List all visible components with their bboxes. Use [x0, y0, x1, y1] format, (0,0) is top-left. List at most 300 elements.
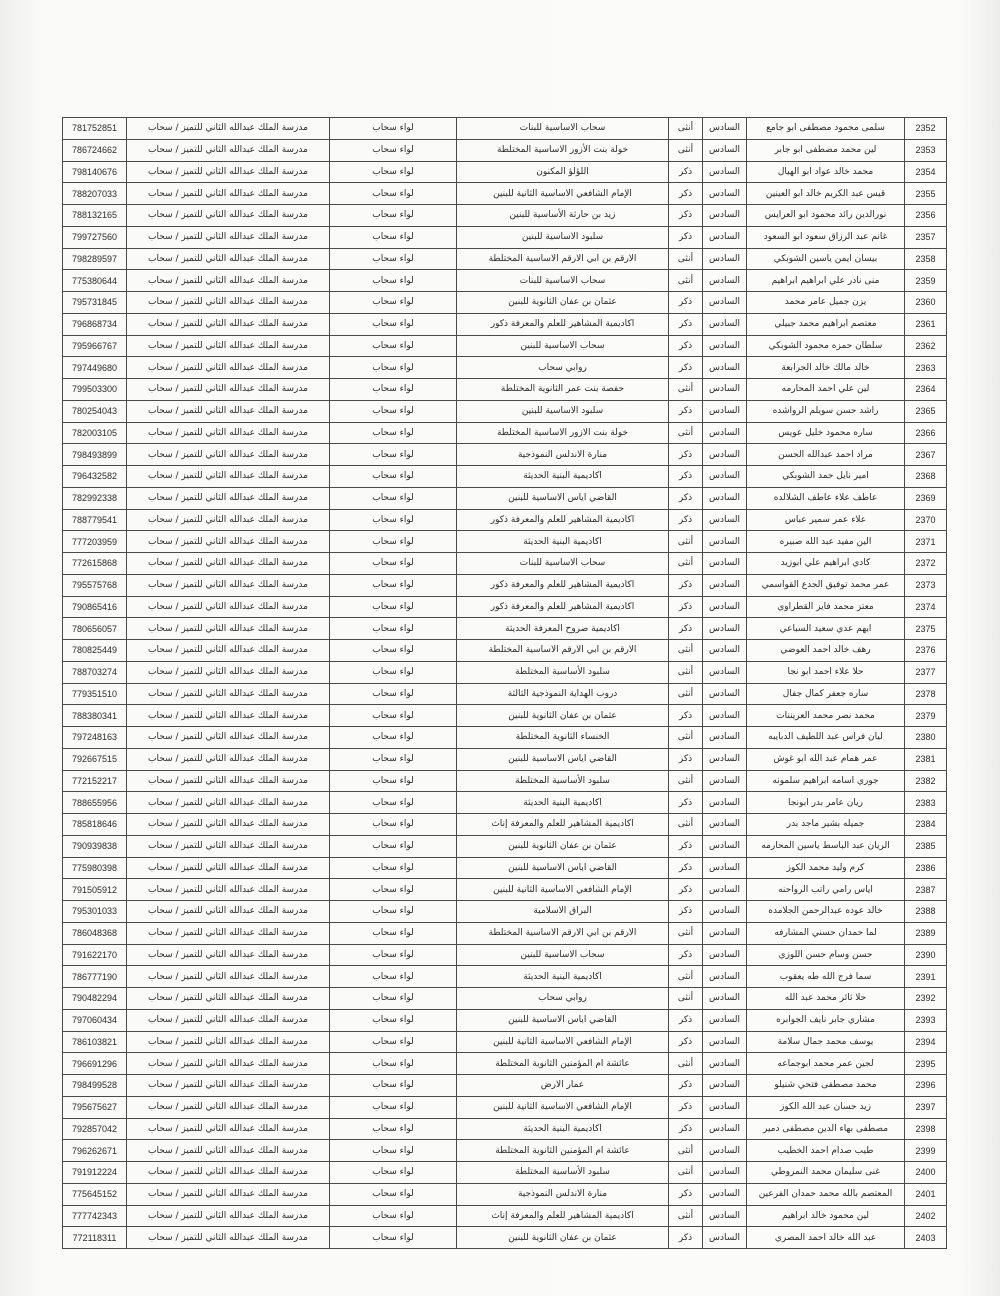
region-cell: لواء سحاب [330, 1118, 457, 1140]
region-cell: لواء سحاب [330, 1096, 457, 1118]
gender-cell: أنثى [669, 683, 703, 705]
student-name-cell: مراد احمد عبدالله الحسن [747, 444, 905, 466]
grade-cell: السادس [703, 1075, 747, 1097]
grade-cell: السادس [703, 1205, 747, 1227]
gender-cell: ذكر [669, 487, 703, 509]
student-name-cell: سلمى محمود مصطفى ابو جامع [747, 118, 905, 140]
table-row [63, 379, 947, 401]
region-cell: لواء سحاب [330, 857, 457, 879]
region-cell: لواء سحاب [330, 531, 457, 553]
grade-cell: السادس [703, 335, 747, 357]
table-row [63, 748, 947, 770]
seat-number-cell: 2371 [905, 531, 947, 553]
table-row [63, 596, 947, 618]
phone-cell: 781752851 [63, 118, 127, 140]
grade-cell: السادس [703, 618, 747, 640]
exam-center-cell: مدرسة الملك عبدالله الثاني للتميز / سحاب [127, 357, 330, 379]
phone-cell: 772152217 [63, 770, 127, 792]
gender-cell: ذكر [669, 161, 703, 183]
school-cell: الإمام الشافعي الاساسية الثانية للبنين [457, 1096, 669, 1118]
grade-cell: السادس [703, 379, 747, 401]
region-cell: لواء سحاب [330, 966, 457, 988]
grade-cell: السادس [703, 400, 747, 422]
school-cell: عثمان بن عفان الثانوية للبنين [457, 1227, 669, 1249]
school-cell: الإمام الشافعي الاساسية الثانية للبنين [457, 1031, 669, 1053]
phone-cell: 790939838 [63, 835, 127, 857]
region-cell: لواء سحاب [330, 1031, 457, 1053]
region-cell: لواء سحاب [330, 553, 457, 575]
school-cell: اللؤلؤ المكنون [457, 161, 669, 183]
phone-cell: 798140676 [63, 161, 127, 183]
student-name-cell: لين محمود خالد ابراهيم [747, 1205, 905, 1227]
seat-number-cell: 2389 [905, 922, 947, 944]
student-name-cell: غانم عبد الرزاق سعود ابو السعود [747, 226, 905, 248]
grade-cell: السادس [703, 922, 747, 944]
student-name-cell: عبد الله خالد احمد المصري [747, 1227, 905, 1249]
gender-cell: ذكر [669, 509, 703, 531]
table-row [63, 400, 947, 422]
exam-center-cell: مدرسة الملك عبدالله الثاني للتميز / سحاب [127, 422, 330, 444]
seat-number-cell: 2354 [905, 161, 947, 183]
school-cell: الإمام الشافعي الاساسية الثانية للبنين [457, 879, 669, 901]
table-row [63, 857, 947, 879]
seat-number-cell: 2383 [905, 792, 947, 814]
phone-cell: 780254043 [63, 400, 127, 422]
phone-cell: 795966767 [63, 335, 127, 357]
gender-cell: ذكر [669, 792, 703, 814]
table-row [63, 1118, 947, 1140]
seat-number-cell: 2399 [905, 1140, 947, 1162]
gender-cell: ذكر [669, 1227, 703, 1249]
region-cell: لواء سحاب [330, 1140, 457, 1162]
region-cell: لواء سحاب [330, 879, 457, 901]
seat-number-cell: 2358 [905, 248, 947, 270]
school-cell: اكاديمية البنية الحديثة [457, 792, 669, 814]
region-cell: لواء سحاب [330, 1205, 457, 1227]
gender-cell: أنثى [669, 640, 703, 662]
grade-cell: السادس [703, 640, 747, 662]
grade-cell: السادس [703, 205, 747, 227]
phone-cell: 790865416 [63, 596, 127, 618]
student-name-cell: جميله بشير ماجد بدر [747, 814, 905, 836]
school-cell: اكاديمية المشاهير للعلم والمعرفة ذكور [457, 574, 669, 596]
table-row [63, 618, 947, 640]
school-cell: عمار الارض [457, 1075, 669, 1097]
exam-center-cell: مدرسة الملك عبدالله الثاني للتميز / سحاب [127, 313, 330, 335]
phone-cell: 795575768 [63, 574, 127, 596]
phone-cell: 779351510 [63, 683, 127, 705]
region-cell: لواء سحاب [330, 422, 457, 444]
student-name-cell: خالد مالك خالد الجرابعة [747, 357, 905, 379]
phone-cell: 775645152 [63, 1183, 127, 1205]
seat-number-cell: 2394 [905, 1031, 947, 1053]
region-cell: لواء سحاب [330, 661, 457, 683]
gender-cell: أنثى [669, 1205, 703, 1227]
exam-center-cell: مدرسة الملك عبدالله الثاني للتميز / سحاب [127, 335, 330, 357]
exam-center-cell: مدرسة الملك عبدالله الثاني للتميز / سحاب [127, 553, 330, 575]
school-cell: عائشة ام المؤمنين الثانوية المختلطة [457, 1053, 669, 1075]
table-row [63, 422, 947, 444]
exam-center-cell: مدرسة الملك عبدالله الثاني للتميز / سحاب [127, 1031, 330, 1053]
gender-cell: ذكر [669, 857, 703, 879]
exam-center-cell: مدرسة الملك عبدالله الثاني للتميز / سحاب [127, 1118, 330, 1140]
region-cell: لواء سحاب [330, 835, 457, 857]
school-cell: خولة بنت الأزور الاساسية المختلطة [457, 139, 669, 161]
grade-cell: السادس [703, 857, 747, 879]
region-cell: لواء سحاب [330, 792, 457, 814]
gender-cell: ذكر [669, 313, 703, 335]
seat-number-cell: 2384 [905, 814, 947, 836]
student-name-cell: كرم وليد محمد الكوز [747, 857, 905, 879]
table-row [63, 944, 947, 966]
school-cell: منارة الاندلس النموذجية [457, 444, 669, 466]
seat-number-cell: 2363 [905, 357, 947, 379]
school-cell: سحاب الاساسية للبنات [457, 118, 669, 140]
seat-number-cell: 2403 [905, 1227, 947, 1249]
table-row [63, 1009, 947, 1031]
grade-cell: السادس [703, 1053, 747, 1075]
grade-cell: السادس [703, 1009, 747, 1031]
student-name-cell: لما حمدان حسني المشارفه [747, 922, 905, 944]
seat-number-cell: 2370 [905, 509, 947, 531]
exam-center-cell: مدرسة الملك عبدالله الثاني للتميز / سحاب [127, 161, 330, 183]
grade-cell: السادس [703, 466, 747, 488]
grade-cell: السادس [703, 183, 747, 205]
region-cell: لواء سحاب [330, 139, 457, 161]
grade-cell: السادس [703, 705, 747, 727]
student-name-cell: رهف خالد احمد العوضي [747, 640, 905, 662]
grade-cell: السادس [703, 118, 747, 140]
student-name-cell: زيد حسان عبد الله الكوز [747, 1096, 905, 1118]
school-cell: اكاديمية المشاهير للعلم والمعرفة ذكور [457, 509, 669, 531]
gender-cell: ذكر [669, 879, 703, 901]
school-cell: القاضي اياس الاساسية للبنين [457, 857, 669, 879]
student-name-cell: منى نادر علي ابراهيم ابراهيم [747, 270, 905, 292]
phone-cell: 798499528 [63, 1075, 127, 1097]
phone-cell: 798289597 [63, 248, 127, 270]
phone-cell: 775980398 [63, 857, 127, 879]
school-cell: عثمان بن عفان الثانوية للبنين [457, 292, 669, 314]
gender-cell: أنثى [669, 139, 703, 161]
phone-cell: 797060434 [63, 1009, 127, 1031]
gender-cell: أنثى [669, 379, 703, 401]
student-name-cell: سلطان حمزه محمود الشوبكي [747, 335, 905, 357]
phone-cell: 775380644 [63, 270, 127, 292]
phone-cell: 782992338 [63, 487, 127, 509]
exam-center-cell: مدرسة الملك عبدالله الثاني للتميز / سحاب [127, 596, 330, 618]
table-row [63, 313, 947, 335]
table-row [63, 966, 947, 988]
exam-center-cell: مدرسة الملك عبدالله الثاني للتميز / سحاب [127, 118, 330, 140]
region-cell: لواء سحاب [330, 400, 457, 422]
seat-number-cell: 2395 [905, 1053, 947, 1075]
table-row [63, 1205, 947, 1227]
grade-cell: السادس [703, 770, 747, 792]
student-name-cell: ساره محمود خليل عويس [747, 422, 905, 444]
gender-cell: ذكر [669, 1096, 703, 1118]
student-name-cell: امير نايل حمد الشوبكي [747, 466, 905, 488]
student-name-cell: حسن وسام حسن اللوزي [747, 944, 905, 966]
school-cell: الخنساء الثانوية المختلطة [457, 727, 669, 749]
seat-number-cell: 2368 [905, 466, 947, 488]
table-row [63, 574, 947, 596]
exam-center-cell: مدرسة الملك عبدالله الثاني للتميز / سحاب [127, 292, 330, 314]
school-cell: سلبود الأساسية المختلطة [457, 661, 669, 683]
region-cell: لواء سحاب [330, 183, 457, 205]
table-row [63, 727, 947, 749]
seat-number-cell: 2372 [905, 553, 947, 575]
region-cell: لواء سحاب [330, 248, 457, 270]
grade-cell: السادس [703, 226, 747, 248]
exam-center-cell: مدرسة الملك عبدالله الثاني للتميز / سحاب [127, 901, 330, 923]
student-name-cell: ايهم عدي سعيد السباعي [747, 618, 905, 640]
region-cell: لواء سحاب [330, 1075, 457, 1097]
exam-center-cell: مدرسة الملك عبدالله الثاني للتميز / سحاب [127, 509, 330, 531]
table-row [63, 640, 947, 662]
school-cell: عائشة ام المؤمنين الثانوية المختلطة [457, 1140, 669, 1162]
school-cell: روابي سحاب [457, 988, 669, 1010]
seat-number-cell: 2387 [905, 879, 947, 901]
gender-cell: ذكر [669, 183, 703, 205]
school-cell: اكاديمية البنية الحديثة [457, 466, 669, 488]
grade-cell: السادس [703, 988, 747, 1010]
school-cell: البراق الاسلامية [457, 901, 669, 923]
phone-cell: 786103821 [63, 1031, 127, 1053]
phone-cell: 798493899 [63, 444, 127, 466]
school-cell: سلبود الأساسية المختلطة [457, 770, 669, 792]
gender-cell: أنثى [669, 248, 703, 270]
table-row [63, 770, 947, 792]
exam-center-cell: مدرسة الملك عبدالله الثاني للتميز / سحاب [127, 1227, 330, 1249]
region-cell: لواء سحاب [330, 487, 457, 509]
region-cell: لواء سحاب [330, 466, 457, 488]
seat-number-cell: 2386 [905, 857, 947, 879]
exam-center-cell: مدرسة الملك عبدالله الثاني للتميز / سحاب [127, 705, 330, 727]
grade-cell: السادس [703, 531, 747, 553]
seat-number-cell: 2375 [905, 618, 947, 640]
student-name-cell: اياس رامي راتب الرواحنه [747, 879, 905, 901]
region-cell: لواء سحاب [330, 748, 457, 770]
student-name-cell: خالد عوده عبدالرحمن الجلامده [747, 901, 905, 923]
region-cell: لواء سحاب [330, 292, 457, 314]
gender-cell: ذكر [669, 444, 703, 466]
student-name-cell: عمر محمد توفيق الجدع القواسمي [747, 574, 905, 596]
table-row [63, 487, 947, 509]
exam-center-cell: مدرسة الملك عبدالله الثاني للتميز / سحاب [127, 792, 330, 814]
exam-center-cell: مدرسة الملك عبدالله الثاني للتميز / سحاب [127, 379, 330, 401]
exam-center-cell: مدرسة الملك عبدالله الثاني للتميز / سحاب [127, 400, 330, 422]
phone-cell: 772118311 [63, 1227, 127, 1249]
table-row [63, 183, 947, 205]
exam-center-cell: مدرسة الملك عبدالله الثاني للتميز / سحاب [127, 531, 330, 553]
gender-cell: أنثى [669, 770, 703, 792]
student-name-cell: مصطفى بهاء الدين مصطفى دمير [747, 1118, 905, 1140]
grade-cell: السادس [703, 1162, 747, 1184]
gender-cell: أنثى [669, 422, 703, 444]
phone-cell: 796432582 [63, 466, 127, 488]
seat-number-cell: 2356 [905, 205, 947, 227]
seat-number-cell: 2353 [905, 139, 947, 161]
region-cell: لواء سحاب [330, 922, 457, 944]
exam-center-cell: مدرسة الملك عبدالله الثاني للتميز / سحاب [127, 748, 330, 770]
gender-cell: ذكر [669, 335, 703, 357]
region-cell: لواء سحاب [330, 205, 457, 227]
seat-number-cell: 2396 [905, 1075, 947, 1097]
region-cell: لواء سحاب [330, 944, 457, 966]
grade-cell: السادس [703, 553, 747, 575]
seat-number-cell: 2388 [905, 901, 947, 923]
region-cell: لواء سحاب [330, 509, 457, 531]
phone-cell: 792667515 [63, 748, 127, 770]
table-row [63, 248, 947, 270]
exam-center-cell: مدرسة الملك عبدالله الثاني للتميز / سحاب [127, 1162, 330, 1184]
seat-number-cell: 2385 [905, 835, 947, 857]
exam-center-cell: مدرسة الملك عبدالله الثاني للتميز / سحاب [127, 835, 330, 857]
phone-cell: 785818646 [63, 814, 127, 836]
table-row [63, 988, 947, 1010]
exam-center-cell: مدرسة الملك عبدالله الثاني للتميز / سحاب [127, 661, 330, 683]
school-cell: اكاديمية المشاهير للعلم والمعرفة إناث [457, 1205, 669, 1227]
grade-cell: السادس [703, 161, 747, 183]
student-name-cell: طيب صدام احمد الخطيب [747, 1140, 905, 1162]
gender-cell: ذكر [669, 226, 703, 248]
grade-cell: السادس [703, 422, 747, 444]
table-row [63, 705, 947, 727]
seat-number-cell: 2393 [905, 1009, 947, 1031]
phone-cell: 795731845 [63, 292, 127, 314]
gender-cell: ذكر [669, 1009, 703, 1031]
phone-cell: 796868734 [63, 313, 127, 335]
grade-cell: السادس [703, 814, 747, 836]
table-row [63, 1140, 947, 1162]
seat-number-cell: 2366 [905, 422, 947, 444]
student-name-cell: عاطف علاء عاطف الشلالده [747, 487, 905, 509]
exam-center-cell: مدرسة الملك عبدالله الثاني للتميز / سحاب [127, 857, 330, 879]
student-name-cell: ليان فراس عبد اللطيف الدبايبه [747, 727, 905, 749]
grade-cell: السادس [703, 313, 747, 335]
grade-cell: السادس [703, 357, 747, 379]
grade-cell: السادس [703, 509, 747, 531]
seat-number-cell: 2352 [905, 118, 947, 140]
table-row [63, 226, 947, 248]
region-cell: لواء سحاب [330, 226, 457, 248]
grade-cell: السادس [703, 1227, 747, 1249]
gender-cell: ذكر [669, 944, 703, 966]
phone-cell: 799503300 [63, 379, 127, 401]
phone-cell: 795301033 [63, 901, 127, 923]
table-row [63, 118, 947, 140]
school-cell: اكاديمية صروح المعرفة الحديثة [457, 618, 669, 640]
exam-center-cell: مدرسة الملك عبدالله الثاني للتميز / سحاب [127, 466, 330, 488]
student-name-cell: نورالدين رائد محمود ابو العرايس [747, 205, 905, 227]
region-cell: لواء سحاب [330, 683, 457, 705]
phone-cell: 791505912 [63, 879, 127, 901]
exam-center-cell: مدرسة الملك عبدالله الثاني للتميز / سحاب [127, 618, 330, 640]
gender-cell: أنثى [669, 118, 703, 140]
region-cell: لواء سحاب [330, 1183, 457, 1205]
gender-cell: أنثى [669, 727, 703, 749]
grade-cell: السادس [703, 270, 747, 292]
gender-cell: أنثى [669, 661, 703, 683]
seat-number-cell: 2374 [905, 596, 947, 618]
seat-number-cell: 2390 [905, 944, 947, 966]
phone-cell: 777203959 [63, 531, 127, 553]
table-row [63, 901, 947, 923]
school-cell: سحاب الاساسية للبنين [457, 944, 669, 966]
grade-cell: السادس [703, 444, 747, 466]
seat-number-cell: 2361 [905, 313, 947, 335]
table-row [63, 161, 947, 183]
school-cell: سلبود الأساسية المختلطة [457, 1162, 669, 1184]
grade-cell: السادس [703, 292, 747, 314]
exam-center-cell: مدرسة الملك عبدالله الثاني للتميز / سحاب [127, 640, 330, 662]
region-cell: لواء سحاب [330, 379, 457, 401]
table-row [63, 509, 947, 531]
student-name-cell: ساره جعفر كمال جفال [747, 683, 905, 705]
school-cell: الارقم بن ابي الارقم الاساسية المختلطة [457, 640, 669, 662]
region-cell: لواء سحاب [330, 270, 457, 292]
gender-cell: أنثى [669, 1140, 703, 1162]
exam-center-cell: مدرسة الملك عبدالله الثاني للتميز / سحاب [127, 270, 330, 292]
gender-cell: ذكر [669, 748, 703, 770]
table-row [63, 1183, 947, 1205]
seat-number-cell: 2402 [905, 1205, 947, 1227]
region-cell: لواء سحاب [330, 574, 457, 596]
seat-number-cell: 2364 [905, 379, 947, 401]
phone-cell: 788207033 [63, 183, 127, 205]
exam-center-cell: مدرسة الملك عبدالله الثاني للتميز / سحاب [127, 683, 330, 705]
region-cell: لواء سحاب [330, 161, 457, 183]
gender-cell: ذكر [669, 596, 703, 618]
school-cell: سحاب الاساسية للبنات [457, 553, 669, 575]
region-cell: لواء سحاب [330, 640, 457, 662]
table-row [63, 1053, 947, 1075]
exam-center-cell: مدرسة الملك عبدالله الثاني للتميز / سحاب [127, 139, 330, 161]
student-name-cell: علاء عمر سمير عباس [747, 509, 905, 531]
school-cell: دروب الهداية النموذجية الثالثة [457, 683, 669, 705]
school-cell: القاضي اياس الاساسية للبنين [457, 1009, 669, 1031]
student-name-cell: ريان عامر بدر ابونجا [747, 792, 905, 814]
school-cell: الارقم بن ابي الارقم الاساسية المختلطة [457, 248, 669, 270]
school-cell: الارقم بن ابي الارقم الاساسية المختلطة [457, 922, 669, 944]
table-row [63, 1031, 947, 1053]
exam-center-cell: مدرسة الملك عبدالله الثاني للتميز / سحاب [127, 226, 330, 248]
table-row [63, 1162, 947, 1184]
grade-cell: السادس [703, 487, 747, 509]
student-name-cell: راشد حسن سويلم الرواشده [747, 400, 905, 422]
gender-cell: ذكر [669, 400, 703, 422]
student-roster-table [62, 117, 947, 1249]
region-cell: لواء سحاب [330, 1053, 457, 1075]
exam-center-cell: مدرسة الملك عبدالله الثاني للتميز / سحاب [127, 1009, 330, 1031]
phone-cell: 799727560 [63, 226, 127, 248]
table-row [63, 814, 947, 836]
table-row [63, 661, 947, 683]
table-row [63, 531, 947, 553]
seat-number-cell: 2377 [905, 661, 947, 683]
table-row [63, 1075, 947, 1097]
school-cell: اكاديمية المشاهير للعلم والمعرفة ذكور [457, 313, 669, 335]
seat-number-cell: 2367 [905, 444, 947, 466]
region-cell: لواء سحاب [330, 988, 457, 1010]
gender-cell: أنثى [669, 553, 703, 575]
gender-cell: ذكر [669, 292, 703, 314]
exam-center-cell: مدرسة الملك عبدالله الثاني للتميز / سحاب [127, 966, 330, 988]
table-row [63, 292, 947, 314]
roster-body [63, 118, 947, 1249]
seat-number-cell: 2400 [905, 1162, 947, 1184]
gender-cell: أنثى [669, 1162, 703, 1184]
